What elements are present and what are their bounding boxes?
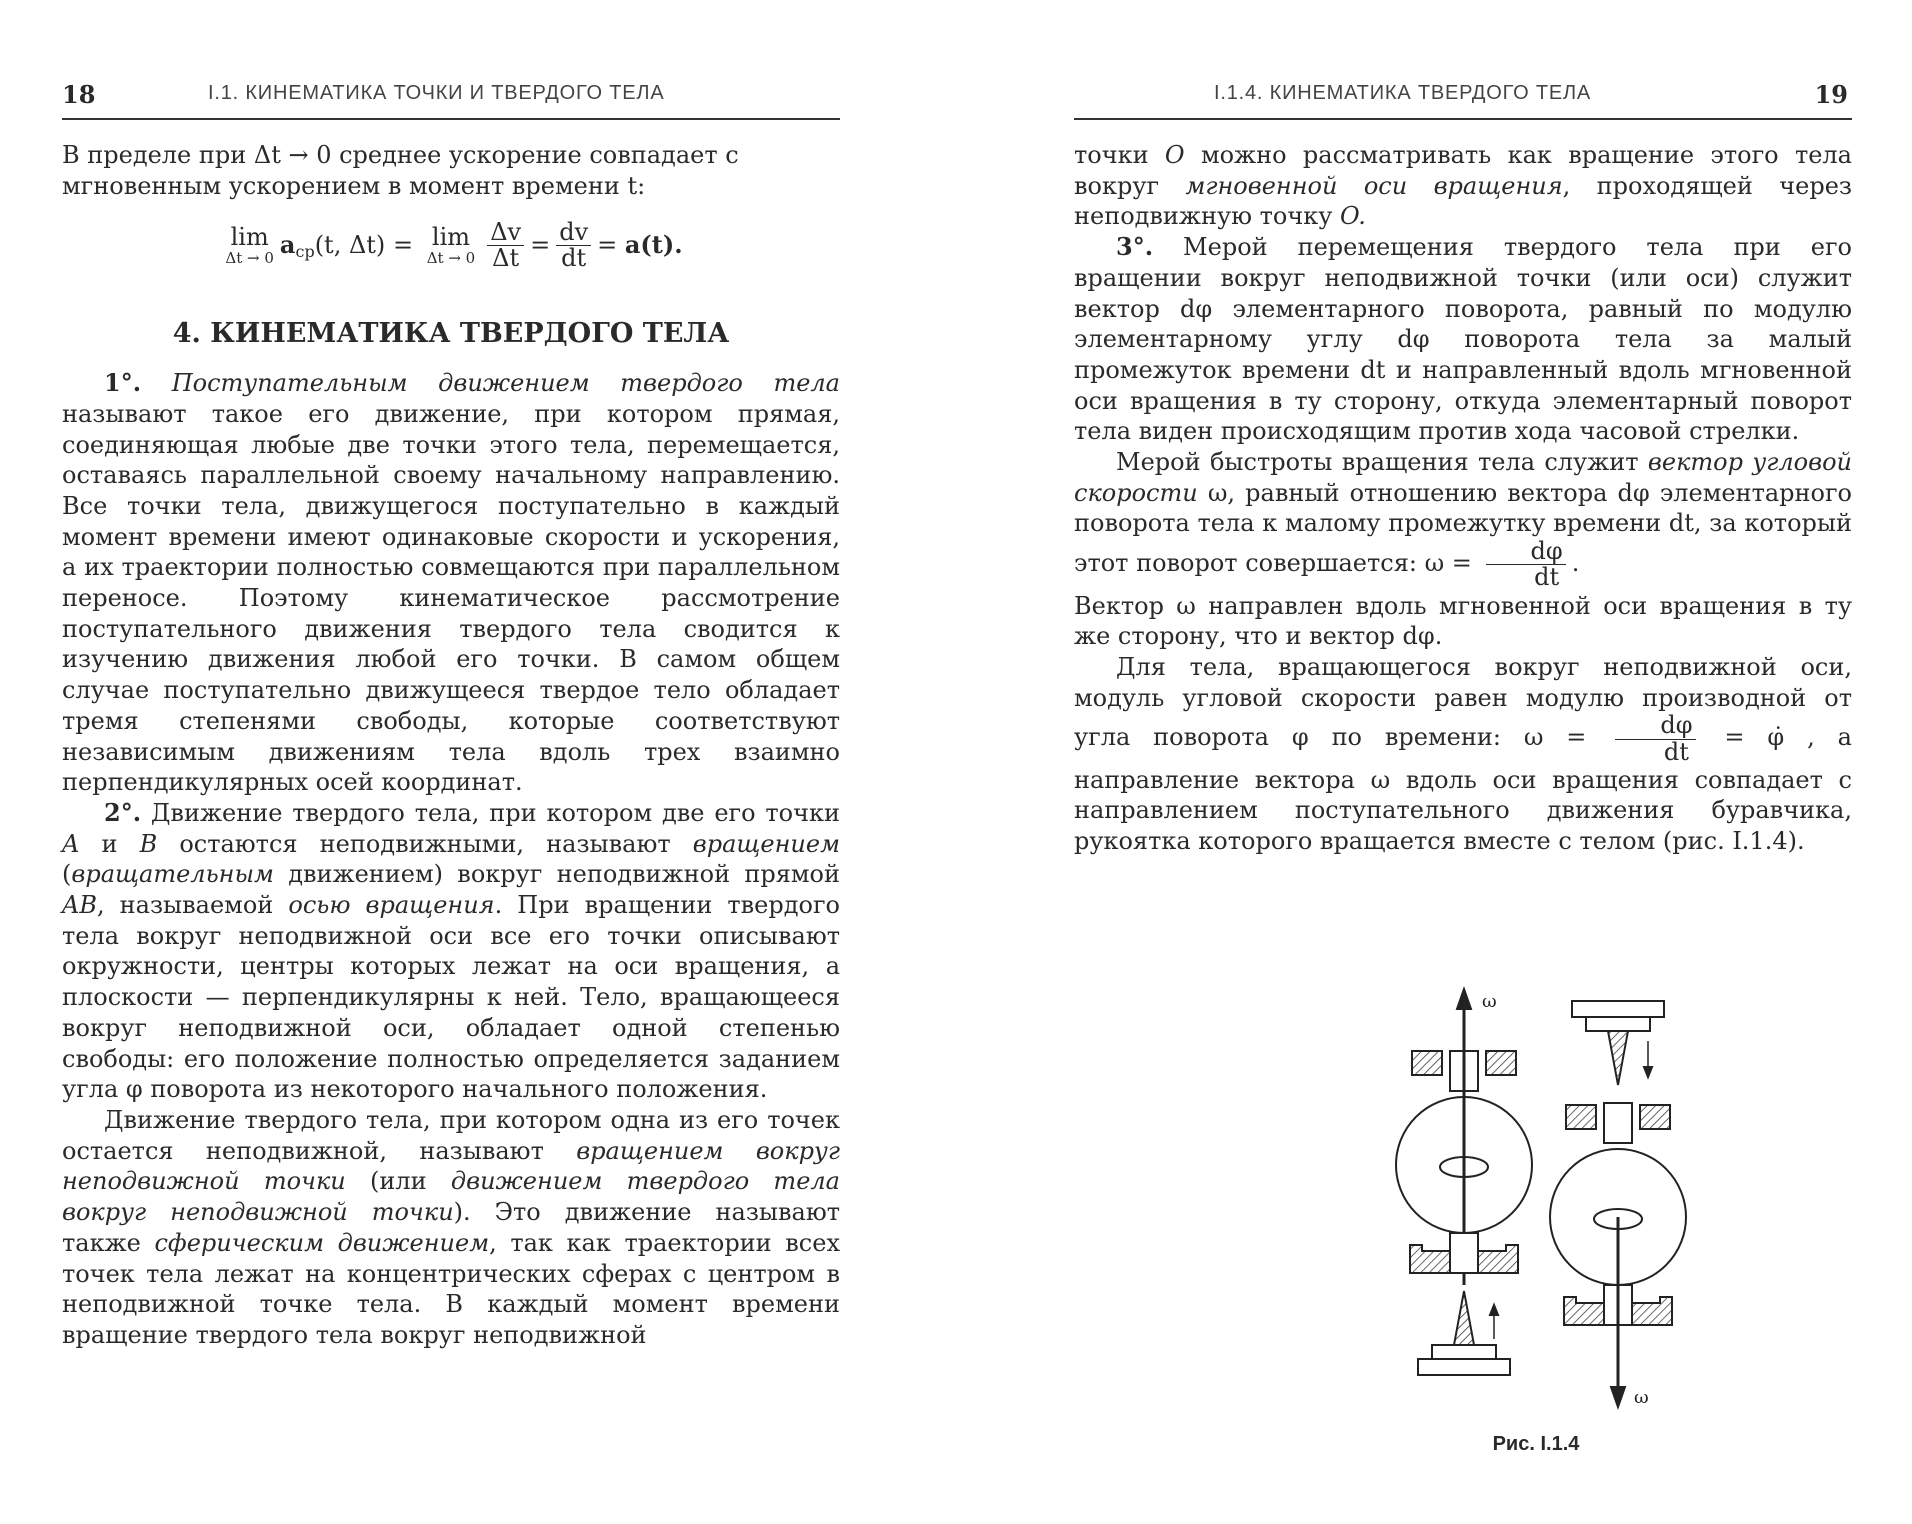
- left-bottom-bearing-right: [1478, 1245, 1518, 1273]
- right-drill-chuck: [1586, 1017, 1650, 1031]
- left-top-bearing-right: [1486, 1051, 1516, 1075]
- paragraph-angular-velocity: Мерой быстроты вращения тела служит вектор угловой скорости ω, равный отношению вектора dφ элементарного поворота тела к малому промежутку времени dt, за который этот поворот совершается: ω = $\frac{d\varphi}{dt}$ .: [1074, 448, 1852, 592]
- running-header-right: [1074, 78, 1852, 120]
- left-drill-chuck: [1432, 1345, 1496, 1359]
- right-top-shaft: [1604, 1103, 1632, 1143]
- right-drill-handle: [1572, 1001, 1664, 1017]
- figure-rotation-diagram: [1326, 985, 1746, 1465]
- acceleration-formula: lim Δt → 0 a ср (t, Δt) = lim Δt → 0 $\frac{\Delta v}{\Delta t}$ = $\frac{dv}{dt}$ = a(t).: [225, 217, 683, 272]
- paragraph-1: 1°. Поступательным движением твердого тела называют такое его движение, при котором прямая, соединяющая любые две точки этого тела, перемещается, оставаясь параллельной своему начальному направлению. Все точки тела, движущегося поступательно в каждый момент времени имеют одинаковые скорости и ускорения, а их траектории полностью совмещаются при параллельном переносе. Поэтому кинематическое рассмотрение поступательного движения твердого тела сводится к изучению движения любой его точки. В самом общем случае поступательно движущееся твердое тело обладает тремя степенями свободы, которые соответствуют независимым движениям тела вдоль трех взаимно перпендикулярных осей координат.: [62, 368, 840, 797]
- left-column: [62, 140, 840, 1351]
- right-top-bearing-right: [1640, 1105, 1670, 1129]
- page-number-right: 19: [1814, 80, 1848, 109]
- left-top-bearing-left: [1412, 1051, 1442, 1075]
- paragraph-0: точки O можно рассматривать как вращение этого тела вокруг мгновенной оси вращения, проходящей через неподвижную точку O.: [1074, 141, 1852, 231]
- right-column: [1074, 140, 1852, 857]
- paragraph-fixed-axis: Для тела, вращающегося вокруг неподвижной оси, модуль угловой скорости равен модулю производной от угла поворота φ по времени: ω = $\frac{d\varphi}{dt}$ = φ̇ , а направление вектора ω вдоль оси вращения совпадает с направлением поступательного движения буравчика, рукоятка которого вращается вместе с телом (рис. I.1.4).: [1074, 652, 1852, 856]
- fraction-dv-dt: $\frac{\Delta v}{\Delta t}$: [487, 220, 524, 271]
- right-page: [956, 0, 1912, 1524]
- intro-line-1: В пределе при Δt → 0 среднее ускорение совпадает с: [62, 141, 739, 169]
- omega-label-top: ω: [1482, 991, 1497, 1012]
- limit-1: lim Δt → 0: [225, 222, 274, 268]
- header-title-left: I.1. КИНЕМАТИКА ТОЧКИ И ТВЕРДОГО ТЕЛА: [208, 82, 665, 104]
- intro-line-2: мгновенным ускорением в момент времени t:: [62, 171, 646, 200]
- rotation-diagram-svg: [1326, 985, 1746, 1425]
- paragraph-omega-direction: Вектор ω направлен вдоль мгновенной оси вращения в ту же сторону, что и вектор dφ.: [1074, 591, 1852, 651]
- page-number-left: 18: [62, 80, 96, 109]
- paragraph-3: Движение твердого тела, при котором одна из его точек остается неподвижной, называют вращением вокруг неподвижной точки (или движением твердого тела вокруг неподвижной точки). Это движение называют также сферическим движением, так как траектории всех точек тела лежат на концентрических сферах с центром в неподвижной точке тела. В каждый момент времени вращение твердого тела вокруг неподвижной: [62, 1105, 840, 1349]
- left-drill-bit: [1454, 1291, 1474, 1345]
- running-header-left: [62, 78, 840, 120]
- section-title: 4. КИНЕМАТИКА ТВЕРДОГО ТЕЛА: [172, 318, 730, 350]
- figure-caption: Рис. I.1.4: [1492, 1433, 1580, 1455]
- right-drill-bit: [1608, 1031, 1628, 1085]
- left-bottom-bearing-left: [1410, 1245, 1450, 1273]
- header-title-right: I.1.4. КИНЕМАТИКА ТВЕРДОГО ТЕЛА: [1214, 82, 1592, 104]
- left-drill-handle: [1418, 1359, 1510, 1375]
- fraction-omega: $\frac{d\varphi}{dt}$: [1486, 539, 1566, 590]
- left-bottom-shaft: [1450, 1233, 1478, 1273]
- left-omega-arrowhead: [1457, 989, 1471, 1009]
- omega-label-bottom: ω: [1634, 1387, 1649, 1408]
- paragraph-3deg: 3°. Мерой перемещения твердого тела при его вращении вокруг неподвижной точки (или оси) служит вектор dφ элементарного поворота, равный по модулю элементарному углу dφ поворота тела за малый промежуток времени dt и направленный вдоль мгновенной оси вращения в ту сторону, откуда элементарный поворот тела виден происходящим против хода часовой стрелки.: [1074, 232, 1852, 446]
- right-omega-arrowhead: [1611, 1387, 1625, 1407]
- fraction-derivative: $\frac{dv}{dt}$: [556, 220, 591, 271]
- right-bottom-bearing-left: [1564, 1297, 1604, 1325]
- right-top-bearing-left: [1566, 1105, 1596, 1129]
- right-bottom-bearing-right: [1632, 1297, 1672, 1325]
- limit-2: lim Δt → 0: [426, 222, 476, 268]
- paragraph-2: 2°. Движение твердого тела, при котором две его точки A и B остаются неподвижными, называют вращением (вращательным движением) вокруг неподвижной прямой AB, называемой осью вращения. При вращении твердого тела вокруг неподвижной оси все его точки описывают окружности, центры которых лежат на оси вращения, а плоскости — перпендикулярны к ней. Тело, вращающееся вокруг неподвижной оси, обладает одной степенью свободы: его положение полностью определяется заданием угла φ поворота из некоторого начального положения.: [62, 797, 840, 1104]
- fraction-phi: $\frac{d\varphi}{dt}$: [1615, 713, 1695, 764]
